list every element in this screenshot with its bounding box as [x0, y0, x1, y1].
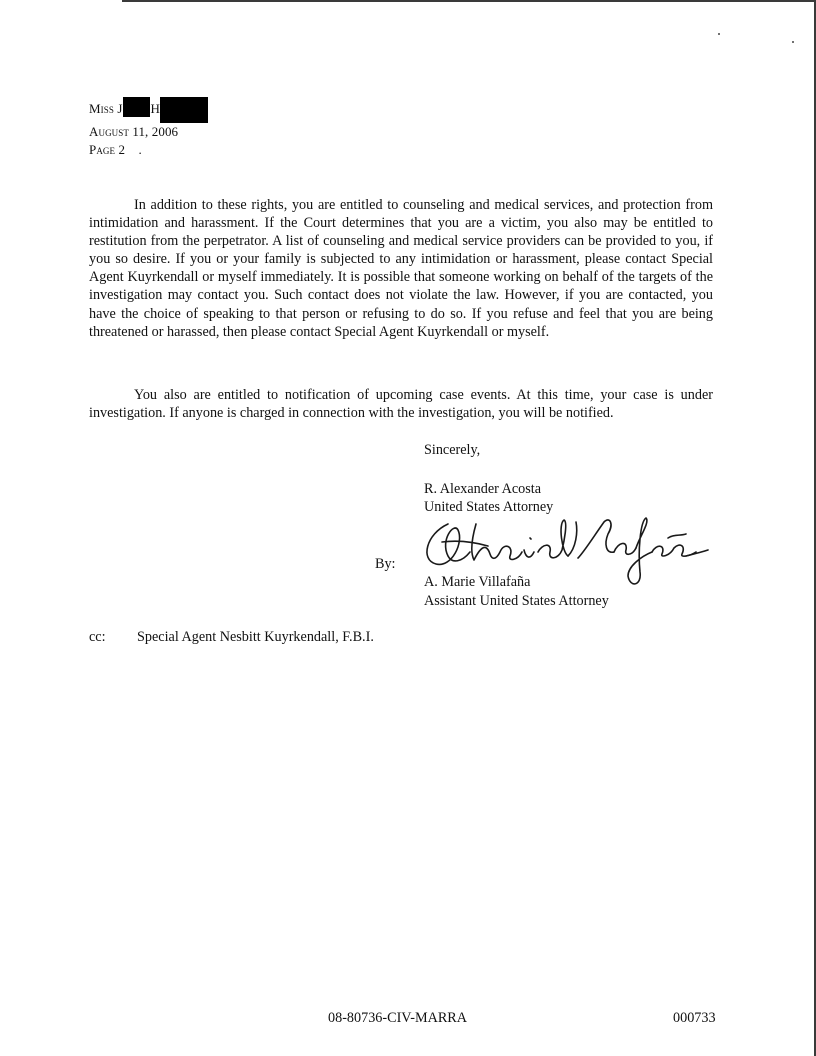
letter-date: August 11, 2006: [89, 124, 179, 139]
recipient-mid: H: [150, 101, 160, 116]
agent-name: A. Marie Villafaña: [424, 574, 531, 590]
redaction-block: [160, 97, 208, 123]
signer-title: United States Attorney: [424, 499, 554, 515]
body-paragraph-notification: You also are entitled to notification of upcoming case events. At this time, your case is under investigation. If anyone is charged in connection with the investigation, you will be notified.: [89, 387, 713, 422]
case-number: 08-80736-CIV-MARRA: [328, 1010, 467, 1026]
page-number: Page 2: [89, 142, 126, 157]
salutation: Sincerely,: [424, 442, 481, 458]
scan-speck: [718, 33, 720, 35]
signer-name: R. Alexander Acosta: [424, 481, 542, 497]
agent-title: Assistant United States Attorney: [424, 593, 609, 609]
cc-recipient: Special Agent Nesbitt Kuyrkendall, F.B.I.: [137, 629, 374, 645]
recipient-line: [89, 97, 208, 123]
cc-label: cc:: [89, 629, 106, 645]
scan-speck: [792, 41, 794, 43]
by-label: By:: [375, 556, 396, 572]
body-paragraph-rights: In addition to these rights, you are entitled to counseling and medical services, and protection from intimidation and harassment. If the Court determines that you are a victim, you also may be entitled to restitution from the perpetrator. A list of counseling and medical service providers can be provided to you, if you so desire. If you or your family is subjected to any intimidation or harassment, please contact Special Agent Kuyrkendall or myself immediately. It is possible that someone working on behalf of the targets of the investigation may contact you. Such contact does not violate the law. However, if you are contacted, you have the choice of speaking to that person or refusing to do so. If you refuse and feel that you are being threatened or harassed, then please contact Special Agent Kuyrkendall or myself.: [89, 197, 713, 340]
bates-number: 000733: [673, 1010, 716, 1026]
recipient-prefix: Miss J: [89, 101, 123, 116]
page-number-line: [89, 141, 208, 159]
letter-header: [89, 97, 208, 159]
page-mark: .: [138, 142, 142, 157]
scan-edge-top: [122, 0, 816, 2]
redaction-block: [123, 97, 150, 117]
